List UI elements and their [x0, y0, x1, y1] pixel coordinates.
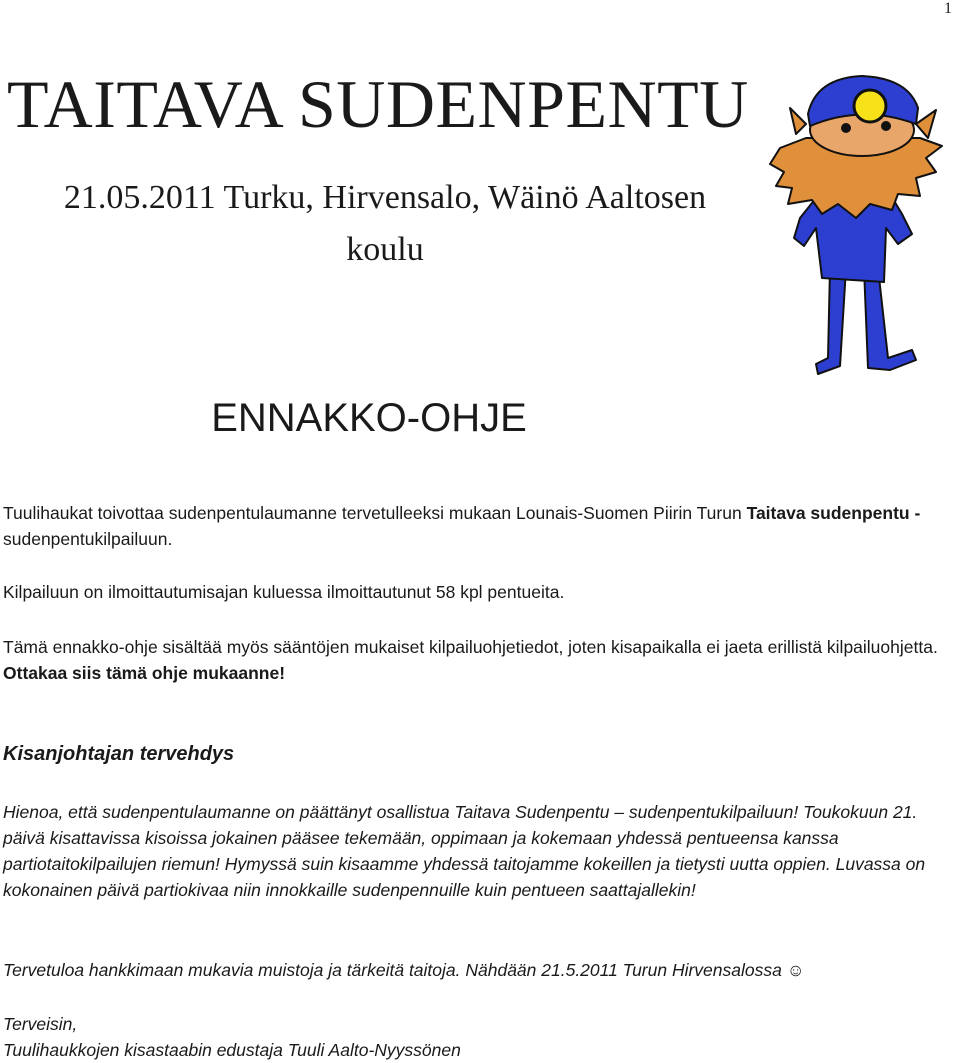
- mascot-right-eye: [882, 122, 890, 130]
- mascot-right-ear: [916, 110, 936, 138]
- mascot-right-leg: [864, 268, 916, 370]
- scout-mascot-illustration: [766, 68, 956, 380]
- instructions-text: Tämä ennakko-ohje sisältää myös sääntöjen mukaiset kilpailuohjetiedot, joten kisapaikalla ei jaeta erillistä kilpailuohjetta.: [3, 637, 938, 657]
- mascot-left-ear: [790, 108, 806, 134]
- page-number: 1: [944, 0, 952, 17]
- greeting-body: [3, 799, 953, 903]
- mascot-left-leg: [816, 268, 846, 374]
- signature: Tuulihaukkojen kisastaabin edustaja Tuuli Aalto-Nyyssönen: [3, 1040, 461, 1060]
- document-title: TAITAVA SUDENPENTU: [7, 66, 749, 142]
- instructions-bold: Ottakaa siis tämä ohje mukaanne!: [3, 663, 286, 683]
- section-heading: ENNAKKO-OHJE: [211, 396, 527, 440]
- closing-line: Tervetuloa hankkimaan mukavia muistoja ja tärkeitä taitoja. Nähdään 21.5.2011 Turun Hirvensalossa ☺: [3, 960, 805, 980]
- registration-paragraph: Kilpailuun on ilmoittautumisajan kuluessa ilmoittautunut 58 kpl pentueita.: [3, 582, 565, 602]
- intro-text-end: sudenpentukilpailuun.: [3, 529, 173, 549]
- greeting-body-part1: Hienoa, että sudenpentulaumanne on päättänyt osallistua Taitava Sudenpentu – sudenpentukilpailuun!: [3, 802, 804, 822]
- mascot-head-lamp: [854, 90, 886, 122]
- greeting-body-part2: Toukokuun 21. päivä kisattavissa kisoissa jokainen pääsee tekemään, oppimaan ja kokemaan yhdessä pentueensa kanssa partiotaitokilpailujen riemun! Hymyssä suin kisaamme yhdessä taitojamme kokeillen ja tietysti uutta oppien. Luvassa on kokonainen päivä partiokivaa niin innokkaille sudenpennuille kuin pentueen saattajallekin!: [3, 802, 926, 900]
- intro-paragraph: [3, 500, 953, 552]
- intro-text: Tuulihaukat toivottaa sudenpentulaumanne tervetulleeksi mukaan Lounais-Suomen Piirin Turun: [3, 503, 747, 523]
- instructions-paragraph: [3, 634, 953, 686]
- greeting-heading: Kisanjohtajan tervehdys: [3, 743, 235, 765]
- mascot-left-eye: [842, 124, 850, 132]
- signoff: Terveisin,: [3, 1014, 78, 1034]
- intro-bold: Taitava sudenpentu -: [746, 503, 921, 523]
- event-date-location: 21.05.2011 Turku, Hirvensalo, Wäinö Aaltosen koulu: [63, 179, 707, 268]
